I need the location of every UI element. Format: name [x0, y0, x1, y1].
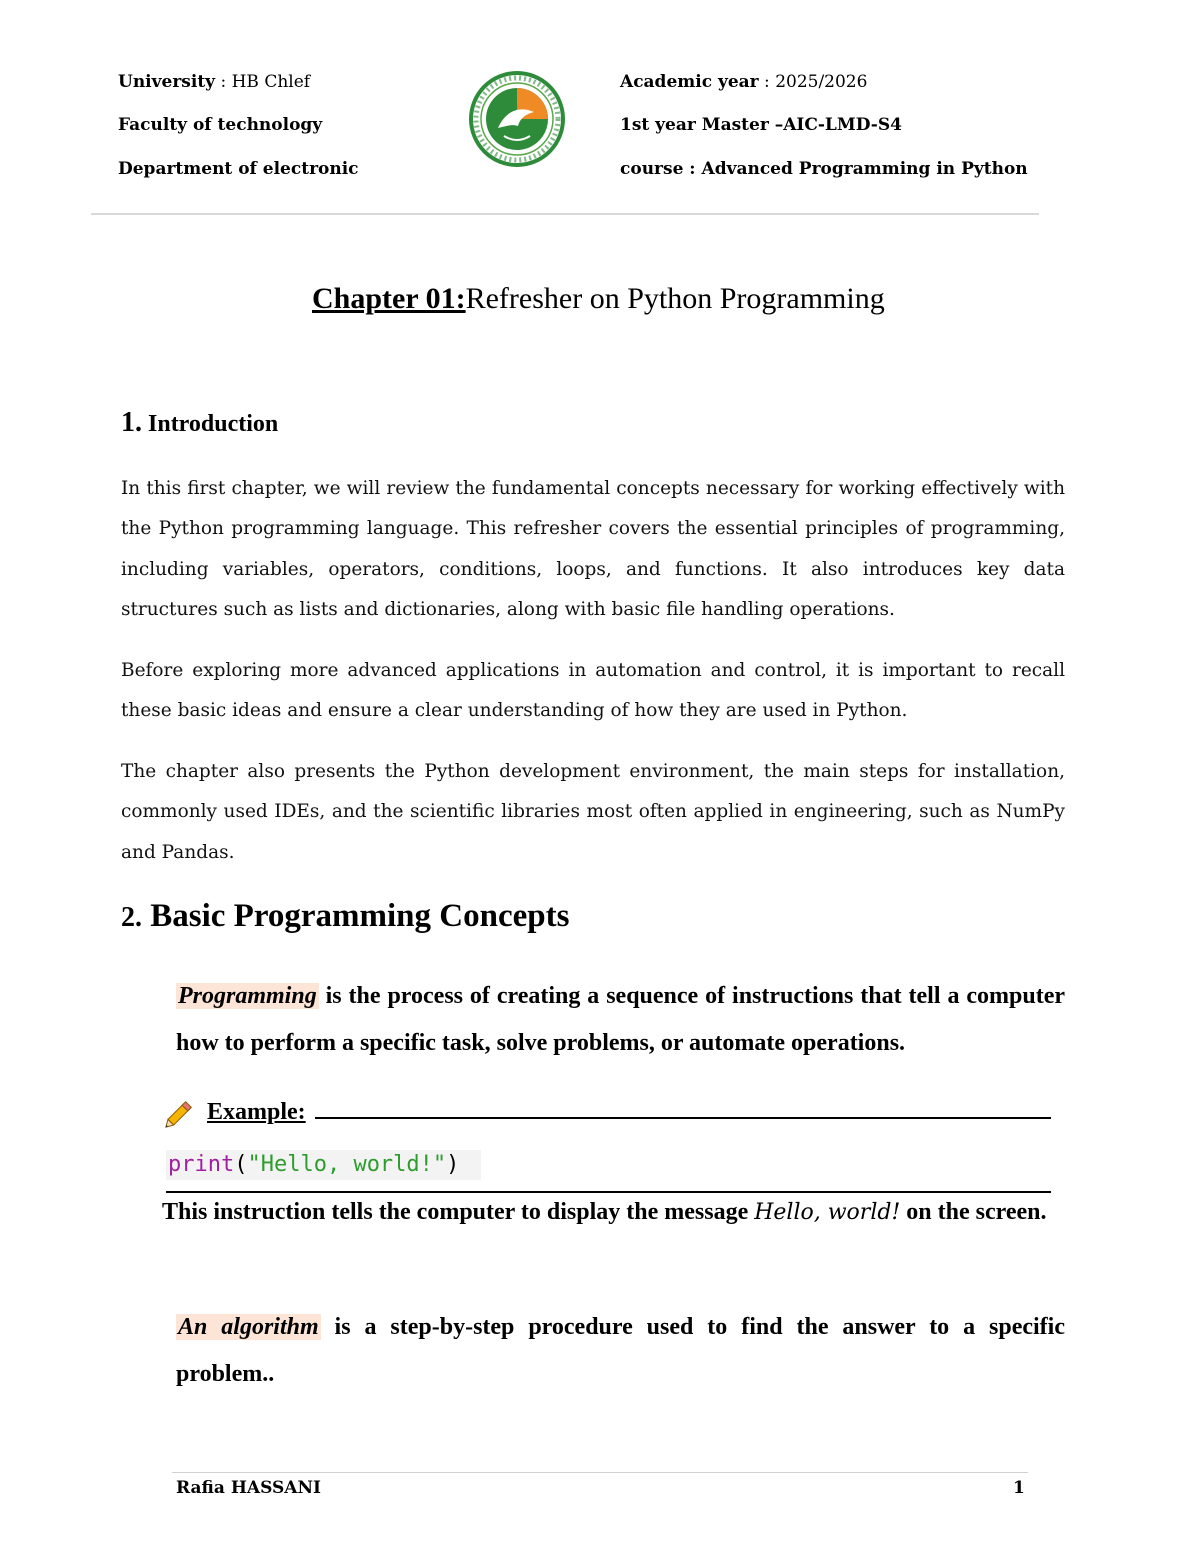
algorithm-definition: An algorithm is a step-by-step procedure used to find the answer to a specific problem.. — [176, 1314, 1065, 1387]
example-top-rule — [315, 1117, 1051, 1119]
section-2-heading: 2. Basic Programming Concepts — [121, 898, 570, 934]
header-department: Department of electronic — [118, 159, 359, 179]
header-academic-year: Academic year : 2025/2026 — [620, 72, 868, 92]
programming-term: Programming — [178, 983, 317, 1009]
intro-paragraph-3: The chapter also presents the Python development environment, the main steps for installation, commonly used IDEs, and the scientific libraries most often applied in engineering, such as NumPy and Pandas. — [121, 761, 1065, 863]
example-explanation: This instruction tells the computer to display the message Hello, world! on the screen. — [162, 1199, 1047, 1225]
header-course: course : Advanced Programming in Python — [620, 159, 1028, 179]
pencil-icon — [163, 1096, 197, 1130]
example-label: Example: — [207, 1099, 306, 1125]
header-level: 1st year Master –AIC-LMD-S4 — [620, 115, 902, 135]
footer-rule — [172, 1472, 1028, 1473]
footer-author: Rafia HASSANI — [176, 1478, 321, 1498]
footer-page-number: 1 — [1013, 1478, 1025, 1498]
code-snippet: print("Hello, world!") — [166, 1150, 481, 1180]
intro-paragraph-1: In this first chapter, we will review the fundamental concepts necessary for working effectively with the Python programming language. This refresher covers the essential principles of programming, including variables, operators, conditions, loops, and functions. It also introduces key data structures such as lists and dictionaries, along with basic file handling operations. — [121, 478, 1065, 620]
header-faculty: Faculty of technology — [118, 115, 323, 135]
header-university: University : HB Chlef — [118, 72, 311, 92]
section-1-heading: 1. Introduction — [121, 407, 279, 438]
intro-paragraph-2: Before exploring more advanced applications in automation and control, it is important to recall these basic ideas and ensure a clear understanding of how they are used in Python. — [121, 660, 1065, 722]
algorithm-term: An algorithm — [178, 1314, 319, 1340]
chapter-title: Chapter 01:Refresher on Python Programming — [312, 282, 885, 315]
programming-definition: Programming is the process of creating a sequence of instructions that tell a computer how to perform a specific task, solve problems, or automate operations. — [176, 983, 1065, 1056]
university-seal-logo — [468, 70, 566, 168]
header-rule — [91, 213, 1039, 215]
